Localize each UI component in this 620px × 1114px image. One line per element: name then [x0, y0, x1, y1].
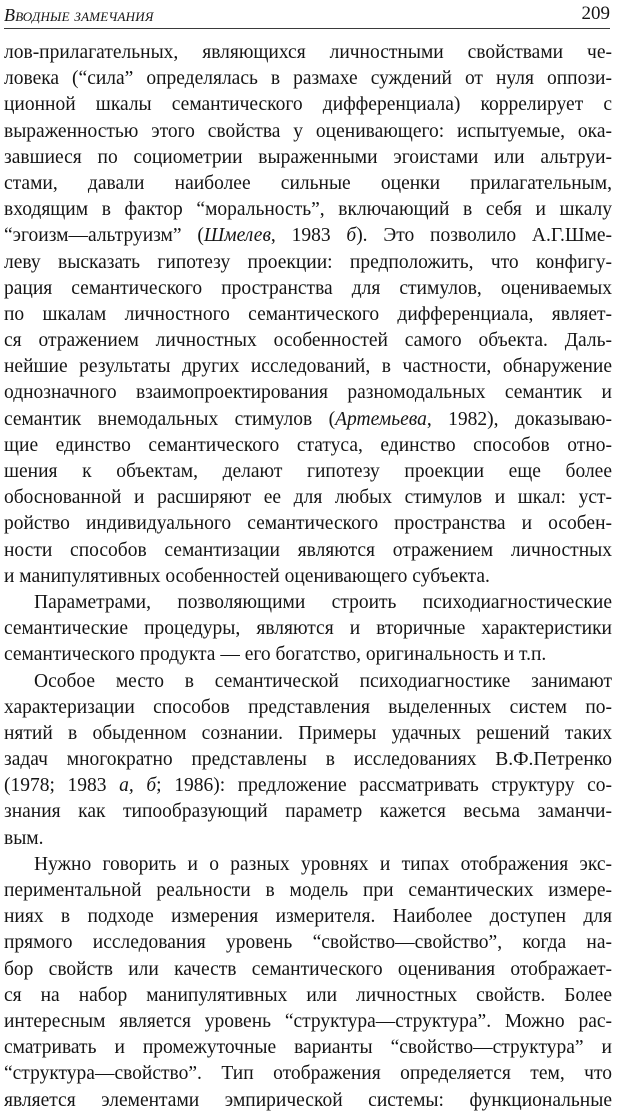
- text-line: ся на набор манипулятивных или личностных свойств. Более: [4, 984, 612, 1006]
- text-line: ловека (“сила” определялась в размахе суждений от нуля оппози-: [4, 68, 612, 90]
- text-line: ционной шкалы семантического дифференциала) коррелирует с: [4, 94, 612, 116]
- text-line: “структура—свойство”. Тип отображения определяется тем, что: [4, 1063, 612, 1085]
- text-line: сматривать и промежуточные варианты “свойство—структура” и: [4, 1037, 612, 1059]
- text-line: семантические процедуры, являются и вторичные характеристики: [4, 618, 612, 640]
- text-line: входящим в фактор “моральность”, включающий в себя и шкалу: [4, 199, 612, 221]
- text-line: вым.: [4, 827, 44, 849]
- text-line: интересным является уровень “структура—структура”. Можно рас-: [4, 1010, 612, 1032]
- text-line: выраженностью этого свойства у оценивающего: испытуемые, ока-: [4, 120, 612, 142]
- text-line: Параметрами, позволяющими строить психодиагностические: [34, 591, 612, 613]
- text-line: Особое место в семантической психодиагностике занимают: [34, 670, 612, 692]
- text-line: лов-прилагательных, являющихся личностными свойствами че-: [4, 42, 612, 63]
- text-line: задач многократно представлены в исследованиях В.Ф.Петренко: [4, 749, 612, 771]
- page-header: [4, 2, 610, 29]
- text-line: завшиеся по социометрии выраженными эгоистами или альтруи-: [4, 146, 612, 168]
- text-line: семантик внемодальных стимулов (Артемьева, 1982), доказываю-: [4, 408, 612, 430]
- page-number: 209: [581, 3, 610, 24]
- text-line: стами, давали наиболее сильные оценки прилагательным,: [4, 172, 612, 194]
- text-line: обоснованной и расширяют ее для любых стимулов и шкал: уст-: [4, 487, 612, 509]
- text-line: “эгоизм—альтруизм” (Шмелев, 1983 б). Это позволило А.Г.Шме-: [4, 225, 612, 247]
- text-line: Нужно говорить и о разных уровнях и типах отображения экс-: [34, 853, 612, 875]
- text-line: ся отражением личностных особенностей самого объекта. Даль-: [4, 330, 612, 352]
- text-line: рация семантического пространства для стимулов, оцениваемых: [4, 277, 612, 299]
- text-line: является элементами эмпирической системы: функциональные: [4, 1089, 612, 1111]
- text-line: ройство индивидуального семантического пространства и особен-: [4, 513, 612, 535]
- body-text: [4, 40, 612, 1114]
- text-line: по шкалам личностного семантического дифференциала, являет-: [4, 303, 612, 325]
- text-line: бор свойств или качеств семантического оценивания отображает-: [4, 958, 612, 980]
- text-line: шения к объектам, делают гипотезу проекции еще более: [4, 461, 612, 482]
- text-line: щие единство семантического статуса, единство способов отно-: [4, 434, 612, 456]
- text-line: прямого исследования уровень “свойство—свойство”, когда на-: [4, 932, 612, 954]
- text-line: однозначного взаимопроектирования разномодальных семантик и: [4, 382, 612, 404]
- text-line: ниях в подходе измерения измерителя. Наиболее доступен для: [4, 906, 612, 928]
- text-line: и манипулятивных особенностей оценивающего субъекта.: [4, 565, 490, 587]
- running-head: Вводные замечания: [4, 5, 154, 25]
- text-line: периментальной реальности в модель при семантических измере-: [4, 880, 612, 901]
- text-line: знания как типообразующий параметр кажется весьма заманчи-: [4, 801, 612, 823]
- text-line: ности способов семантизации являются отражением личностных: [4, 539, 612, 561]
- text-line: нейшие результаты других исследований, в частности, обнаружение: [4, 356, 612, 378]
- text-line: леву высказать гипотезу проекции: предположить, что конфигу-: [4, 251, 612, 273]
- text-line: характеризации способов представления выделенных систем по-: [4, 696, 612, 718]
- text-line: нятий в обыденном сознании. Примеры удачных решений таких: [4, 722, 612, 744]
- text-line: (1978; 1983 а, б; 1986): предложение рассматривать структуру со-: [4, 775, 612, 797]
- text-line: семантического продукта — его богатство, оригинальность и т.п.: [4, 644, 547, 666]
